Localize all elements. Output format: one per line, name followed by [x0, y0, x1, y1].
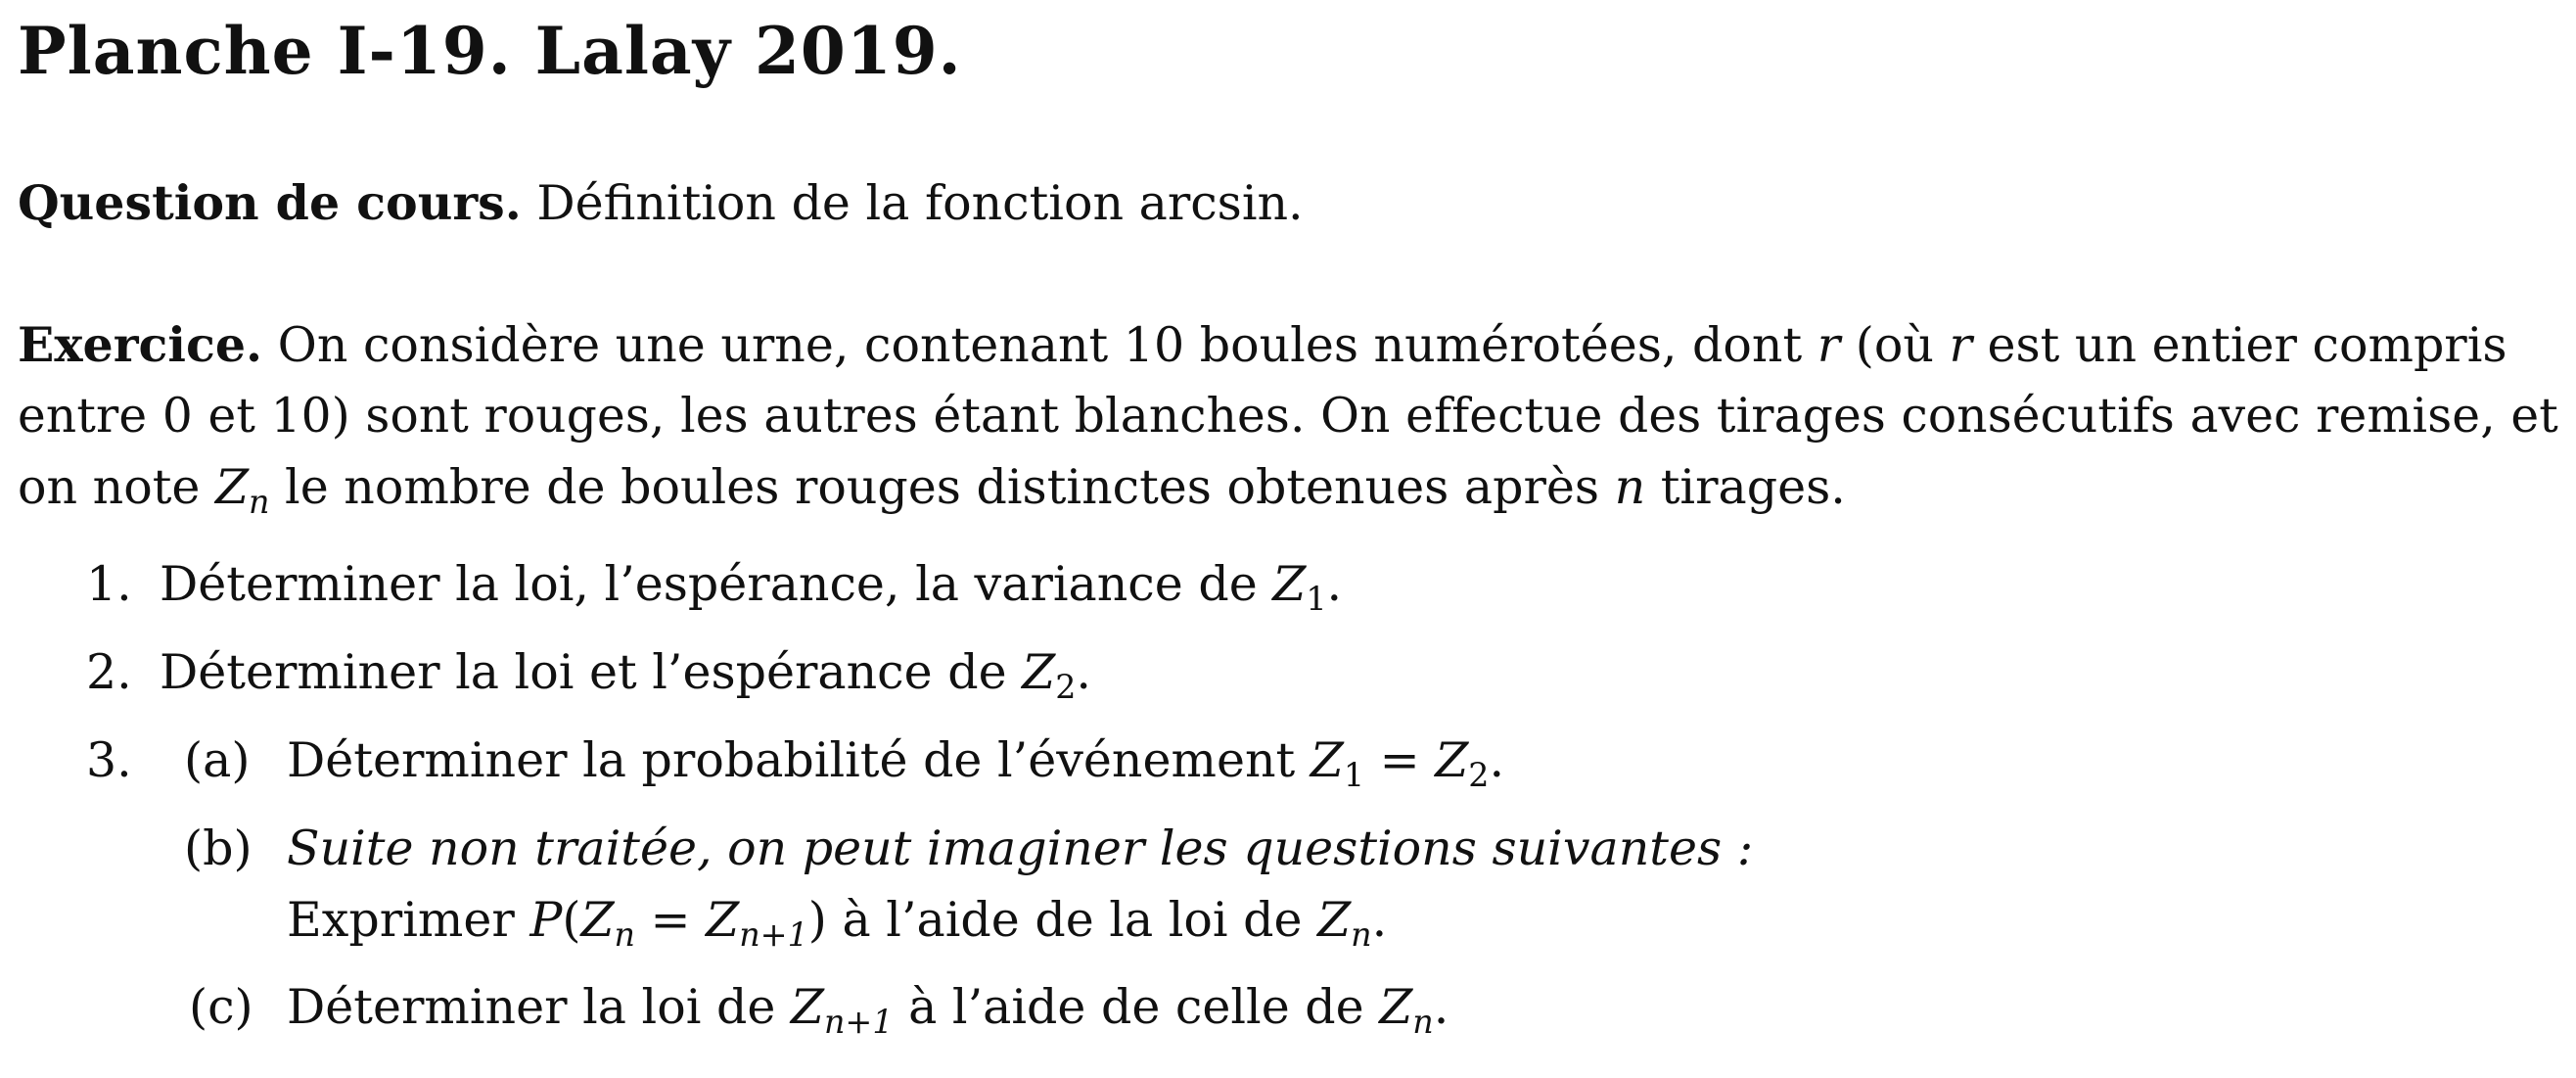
math-equals: =	[634, 892, 707, 948]
math-subscript: 1	[1343, 755, 1365, 794]
math-z: Z	[706, 892, 740, 948]
math-paren: (	[562, 892, 581, 948]
page-title: Planche I-19. Lalay 2019.	[18, 13, 962, 89]
math-subscript: 1	[1306, 579, 1327, 618]
math-z: Z	[1310, 732, 1344, 788]
question-3b	[287, 884, 1387, 957]
math-z: Z	[1022, 644, 1056, 700]
exercice-text: On considère une urne, contenant 10 boules numérotées, dont	[262, 317, 1817, 373]
math-z: Z	[1435, 732, 1469, 788]
math-subscript: 2	[1468, 755, 1490, 794]
question-3-number: 3.	[86, 732, 132, 788]
math-subscript: n	[614, 914, 635, 954]
math-paren: )	[807, 892, 827, 948]
math-z: Z	[790, 979, 824, 1035]
exercice-label: Exercice.	[18, 316, 263, 373]
exercice-text: le nombre de boules rouges distinctes obtenues après	[269, 459, 1615, 515]
math-r: r	[1817, 317, 1841, 373]
question-1-number: 1.	[86, 556, 132, 612]
exercice-text: entre 0 et 10) sont rouges, les autres étant blanches. On effectue des tirages consécutifs avec remise, et	[18, 388, 2558, 444]
question-text: à l’aide de la loi de	[826, 892, 1318, 948]
math-subscript: n	[1412, 1002, 1434, 1041]
math-subscript: n	[249, 482, 270, 521]
math-z: Z	[214, 459, 250, 515]
math-z: Z	[1379, 979, 1413, 1035]
math-subscript: n+1	[739, 914, 808, 954]
question-text: Déterminer la probabilité de l’événement	[287, 732, 1311, 788]
exercice-text: tirages.	[1645, 459, 1846, 515]
exercice-text: est un entier compris	[1971, 317, 2507, 373]
math-r: r	[1949, 317, 1972, 373]
punctuation: .	[1433, 979, 1449, 1035]
math-z: Z	[1317, 892, 1352, 948]
document-page	[18, 0, 2558, 1078]
question-text: à l’aide de celle de	[893, 979, 1380, 1035]
question-text: Exprimer	[287, 892, 530, 948]
exercice-line-3	[18, 451, 1846, 524]
math-z: Z	[1272, 556, 1307, 612]
math-subscript: 2	[1055, 667, 1077, 706]
cours-text: Définition de la fonction arcsin.	[521, 175, 1304, 231]
question-3c	[287, 971, 1449, 1044]
question-2-number: 2.	[86, 644, 132, 700]
cours-label: Question de cours.	[18, 174, 522, 231]
punctuation: .	[1326, 556, 1343, 612]
question-2	[160, 636, 1091, 709]
math-p: P	[529, 892, 563, 948]
question-3c-label: (c)	[189, 979, 253, 1035]
exercice-line-1-content	[18, 308, 2507, 382]
question-3b-note: Suite non traitée, on peut imaginer les questions suivantes :	[287, 820, 1754, 876]
exercice-text: (où	[1840, 317, 1950, 373]
punctuation: .	[1489, 732, 1505, 788]
math-subscript: n	[1351, 914, 1372, 954]
exercice-text: on note	[18, 459, 215, 515]
exercice-line-1	[18, 308, 2558, 382]
math-z: Z	[580, 892, 615, 948]
question-de-cours	[18, 166, 1304, 240]
question-text: Déterminer la loi et l’espérance de	[160, 644, 1023, 700]
math-subscript: n+1	[823, 1002, 894, 1041]
question-1	[160, 548, 1342, 621]
punctuation: .	[1076, 644, 1091, 700]
question-3a-label: (a)	[184, 732, 251, 788]
math-n: n	[1614, 459, 1646, 515]
math-equals: =	[1364, 732, 1436, 788]
question-text: Déterminer la loi de	[287, 979, 791, 1035]
question-3a	[287, 725, 1504, 797]
question-text: Déterminer la loi, l’espérance, la variance de	[160, 556, 1273, 612]
question-3b-label: (b)	[184, 820, 253, 876]
exercice-line-2	[18, 380, 2558, 452]
punctuation: .	[1371, 892, 1388, 948]
